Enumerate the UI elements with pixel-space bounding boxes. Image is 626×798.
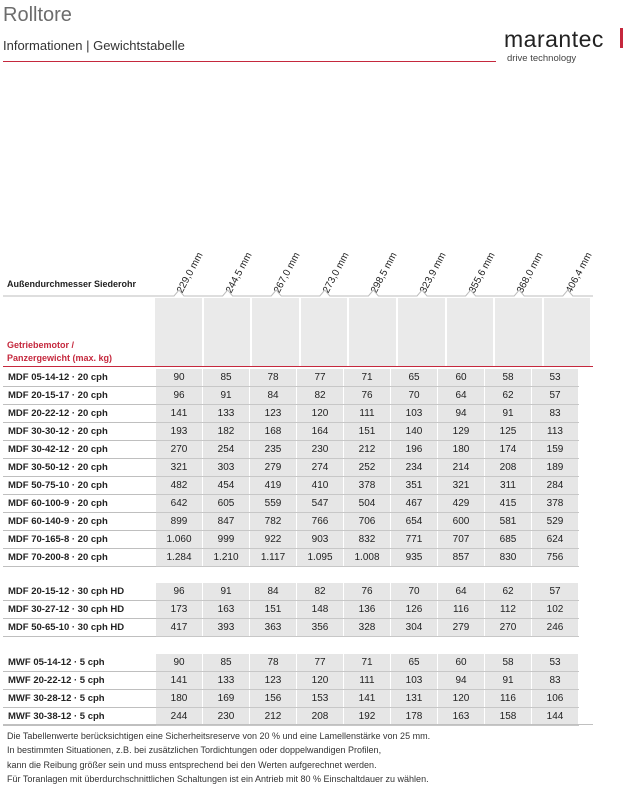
table-cell: 84 [250, 583, 297, 601]
table-row [4, 601, 579, 619]
page-subtitle: Informationen | Gewichtstabelle [3, 38, 185, 53]
column-band [495, 298, 542, 366]
section-divider [3, 366, 593, 367]
table-cell: 1.095 [297, 549, 344, 567]
table-row [4, 672, 579, 690]
table-cell: 454 [203, 477, 250, 495]
row-label: MDF 70-200-8 · 20 cph [4, 549, 156, 567]
table-cell: 168 [250, 423, 297, 441]
table-cell: 311 [485, 477, 532, 495]
table-cell: 321 [156, 459, 203, 477]
table-cell: 94 [438, 672, 485, 690]
table-cell: 180 [156, 690, 203, 708]
table-cell: 279 [250, 459, 297, 477]
row-header-label: Außendurchmesser Siederohr [7, 279, 137, 289]
table-cell: 120 [297, 405, 344, 423]
table-cell: 65 [391, 369, 438, 387]
table-cell: 234 [391, 459, 438, 477]
table-cell: 82 [297, 583, 344, 601]
column-band [155, 298, 202, 366]
table-cell: 78 [250, 369, 297, 387]
table-cell: 230 [297, 441, 344, 459]
column-header-label: 273,0 mm [320, 250, 352, 296]
row-label: MDF 30-30-12 · 20 cph [4, 423, 156, 441]
table-cell: 254 [203, 441, 250, 459]
table-cell: 756 [532, 549, 579, 567]
table-cell: 559 [250, 495, 297, 513]
table-cell: 252 [344, 459, 391, 477]
table-cell: 91 [203, 387, 250, 405]
table-cell: 123 [250, 405, 297, 423]
column-header-label: 355,6 mm [466, 250, 498, 296]
table-cell: 429 [438, 495, 485, 513]
table-cell: 85 [203, 369, 250, 387]
row-label: MDF 50-65-10 · 30 cph HD [4, 619, 156, 637]
table-cell: 624 [532, 531, 579, 549]
table-cell: 270 [485, 619, 532, 637]
table-cell: 91 [203, 583, 250, 601]
table-cell: 208 [297, 708, 344, 726]
table-cell: 321 [438, 477, 485, 495]
table-row [4, 441, 579, 459]
table-cell: 103 [391, 672, 438, 690]
table-cell: 106 [532, 690, 579, 708]
table-cell: 94 [438, 405, 485, 423]
table-cell: 193 [156, 423, 203, 441]
table-cell: 246 [532, 619, 579, 637]
row-label: MDF 70-165-8 · 20 cph [4, 531, 156, 549]
table-cell: 467 [391, 495, 438, 513]
table-cell: 1.008 [344, 549, 391, 567]
table-cell: 159 [532, 441, 579, 459]
column-band [301, 298, 348, 366]
table-cell: 148 [297, 601, 344, 619]
table-row [4, 369, 579, 387]
column-band [447, 298, 494, 366]
table-cell: 76 [344, 387, 391, 405]
table-cell: 393 [203, 619, 250, 637]
row-label: MDF 20-15-12 · 30 cph HD [4, 583, 156, 601]
table-cell: 151 [344, 423, 391, 441]
table-cell: 144 [532, 708, 579, 726]
row-label: MDF 30-27-12 · 30 cph HD [4, 601, 156, 619]
table-cell: 111 [344, 672, 391, 690]
table-cell: 189 [532, 459, 579, 477]
column-band [204, 298, 251, 366]
table-cell: 182 [203, 423, 250, 441]
table-cell: 178 [391, 708, 438, 726]
table-cell: 1.060 [156, 531, 203, 549]
section-label-line2: Panzergewicht (max. kg) [7, 353, 113, 363]
table-cell: 123 [250, 672, 297, 690]
table-cell: 706 [344, 513, 391, 531]
table-cell: 91 [485, 672, 532, 690]
table-cell: 605 [203, 495, 250, 513]
table-cell: 76 [344, 583, 391, 601]
table-cell: 71 [344, 369, 391, 387]
table-cell: 230 [203, 708, 250, 726]
row-label: MWF 05-14-12 · 5 cph [4, 654, 156, 672]
table-cell: 91 [485, 405, 532, 423]
table-cell: 141 [156, 405, 203, 423]
table-cell: 84 [250, 387, 297, 405]
table-cell: 60 [438, 369, 485, 387]
table-cell: 196 [391, 441, 438, 459]
row-label: MDF 20-22-12 · 20 cph [4, 405, 156, 423]
table-cell: 129 [438, 423, 485, 441]
table-cell: 71 [344, 654, 391, 672]
table-cell: 279 [438, 619, 485, 637]
table-row [4, 405, 579, 423]
brand-logo: marantec [504, 26, 604, 52]
table-row [4, 549, 579, 567]
table-cell: 77 [297, 369, 344, 387]
column-band [252, 298, 299, 366]
table-cell: 378 [344, 477, 391, 495]
brand-tagline: drive technology [507, 53, 577, 64]
table-cell: 899 [156, 513, 203, 531]
row-label: MWF 30-28-12 · 5 cph [4, 690, 156, 708]
table-cell: 58 [485, 654, 532, 672]
section-label-line1: Getriebemotor / [7, 340, 75, 350]
table-cell: 62 [485, 387, 532, 405]
table-cell: 857 [438, 549, 485, 567]
table-cell: 771 [391, 531, 438, 549]
table-cell: 935 [391, 549, 438, 567]
table-cell: 83 [532, 405, 579, 423]
table-cell: 116 [485, 690, 532, 708]
column-header-label: 267,0 mm [272, 250, 303, 296]
weight-table-group [3, 582, 579, 637]
table-cell: 90 [156, 369, 203, 387]
table-cell: 53 [532, 654, 579, 672]
table-cell: 830 [485, 549, 532, 567]
table-cell: 685 [485, 531, 532, 549]
table-row [4, 387, 579, 405]
table-cell: 111 [344, 405, 391, 423]
column-header-label: 244,5 mm [223, 250, 255, 296]
table-cell: 642 [156, 495, 203, 513]
table-cell: 1.210 [203, 549, 250, 567]
table-cell: 112 [485, 601, 532, 619]
table-cell: 180 [438, 441, 485, 459]
table-cell: 141 [156, 672, 203, 690]
column-header-label: 406,4 mm [563, 250, 595, 296]
footnote-line: Für Toranlagen mit überdurchschnittlichen Schaltungen ist ein Antrieb mit 80 % Einschaltdauer zu wählen. [7, 773, 429, 784]
row-label: MWF 30-38-12 · 5 cph [4, 708, 156, 726]
table-row [4, 459, 579, 477]
table-cell: 284 [532, 477, 579, 495]
table-cell: 174 [485, 441, 532, 459]
table-cell: 208 [485, 459, 532, 477]
table-cell: 303 [203, 459, 250, 477]
weight-table-group [3, 653, 579, 726]
table-cell: 547 [297, 495, 344, 513]
table-cell: 151 [250, 601, 297, 619]
table-cell: 156 [250, 690, 297, 708]
table-cell: 133 [203, 672, 250, 690]
table-cell: 581 [485, 513, 532, 531]
table-row [4, 495, 579, 513]
footnote-line: kann die Reibung größer sein und muss entsprechend bei den Werten aufgerechnet werden. [7, 759, 377, 770]
row-label: MDF 60-100-9 · 20 cph [4, 495, 156, 513]
table-cell: 96 [156, 583, 203, 601]
column-header-label: 298,5 mm [369, 250, 400, 296]
table-cell: 60 [438, 654, 485, 672]
row-label: MDF 60-140-9 · 20 cph [4, 513, 156, 531]
row-label: MDF 50-75-10 · 20 cph [4, 477, 156, 495]
table-row [4, 513, 579, 531]
table-cell: 83 [532, 672, 579, 690]
table-cell: 77 [297, 654, 344, 672]
table-row [4, 619, 579, 637]
column-header-label: 229,0 mm [175, 250, 206, 296]
column-header-label: 323,9 mm [418, 250, 449, 296]
column-band [349, 298, 396, 366]
column-band [544, 298, 591, 366]
row-label: MDF 05-14-12 · 20 cph [4, 369, 156, 387]
table-cell: 214 [438, 459, 485, 477]
weight-table-group [3, 368, 579, 567]
table-cell: 417 [156, 619, 203, 637]
table-row [4, 423, 579, 441]
column-band [398, 298, 445, 366]
table-cell: 158 [485, 708, 532, 726]
table-cell: 766 [297, 513, 344, 531]
table-row [4, 477, 579, 495]
table-cell: 847 [203, 513, 250, 531]
table-cell: 378 [532, 495, 579, 513]
table-cell: 82 [297, 387, 344, 405]
table-cell: 62 [485, 583, 532, 601]
table-cell: 707 [438, 531, 485, 549]
table-cell: 999 [203, 531, 250, 549]
table-cell: 212 [344, 441, 391, 459]
table-cell: 65 [391, 654, 438, 672]
section-label [7, 339, 112, 365]
table-cell: 120 [297, 672, 344, 690]
table-cell: 140 [391, 423, 438, 441]
table-cell: 529 [532, 513, 579, 531]
table-cell: 57 [532, 583, 579, 601]
table-cell: 70 [391, 583, 438, 601]
table-cell: 1.117 [250, 549, 297, 567]
table-row [4, 690, 579, 708]
table-row [4, 583, 579, 601]
table-cell: 419 [250, 477, 297, 495]
table-cell: 96 [156, 387, 203, 405]
table-cell: 356 [297, 619, 344, 637]
table-cell: 410 [297, 477, 344, 495]
table-cell: 235 [250, 441, 297, 459]
table-cell: 274 [297, 459, 344, 477]
table-cell: 363 [250, 619, 297, 637]
brand-mark-icon [620, 28, 623, 48]
row-label: MDF 20-15-17 · 20 cph [4, 387, 156, 405]
page-title: Rolltore [3, 4, 72, 26]
footnote-line: Die Tabellenwerte berücksichtigen eine Sicherheitsreserve von 20 % und eine Lamellenstärke von 25 mm. [7, 731, 431, 741]
table-cell: 163 [438, 708, 485, 726]
row-label: MDF 30-42-12 · 20 cph [4, 441, 156, 459]
table-cell: 270 [156, 441, 203, 459]
table-cell: 131 [391, 690, 438, 708]
table-cell: 832 [344, 531, 391, 549]
table-cell: 654 [391, 513, 438, 531]
table-cell: 102 [532, 601, 579, 619]
table-cell: 53 [532, 369, 579, 387]
header-divider [3, 61, 496, 62]
table-cell: 504 [344, 495, 391, 513]
table-cell: 163 [203, 601, 250, 619]
table-cell: 922 [250, 531, 297, 549]
table-cell: 126 [391, 601, 438, 619]
table-cell: 64 [438, 387, 485, 405]
table-cell: 903 [297, 531, 344, 549]
table-cell: 64 [438, 583, 485, 601]
table-row [4, 531, 579, 549]
table-cell: 57 [532, 387, 579, 405]
row-label: MDF 30-50-12 · 20 cph [4, 459, 156, 477]
table-cell: 482 [156, 477, 203, 495]
table-cell: 141 [344, 690, 391, 708]
table-cell: 113 [532, 423, 579, 441]
table-row [4, 654, 579, 672]
table-cell: 136 [344, 601, 391, 619]
table-cell: 304 [391, 619, 438, 637]
table-cell: 164 [297, 423, 344, 441]
table-cell: 169 [203, 690, 250, 708]
row-label: MWF 20-22-12 · 5 cph [4, 672, 156, 690]
table-cell: 173 [156, 601, 203, 619]
table-cell: 782 [250, 513, 297, 531]
footnote-line: In bestimmten Situationen, z.B. bei zusätzlichen Tordichtungen oder doppelwandigen Profilen, [7, 745, 382, 756]
table-cell: 78 [250, 654, 297, 672]
table-cell: 116 [438, 601, 485, 619]
column-header-label: 368,0 mm [515, 250, 546, 296]
table-cell: 1.284 [156, 549, 203, 567]
table-cell: 244 [156, 708, 203, 726]
table-cell: 58 [485, 369, 532, 387]
table-cell: 70 [391, 387, 438, 405]
table-cell: 103 [391, 405, 438, 423]
table-cell: 120 [438, 690, 485, 708]
table-cell: 133 [203, 405, 250, 423]
table-cell: 125 [485, 423, 532, 441]
footnotes [7, 729, 430, 786]
table-cell: 90 [156, 654, 203, 672]
table-cell: 192 [344, 708, 391, 726]
table-cell: 351 [391, 477, 438, 495]
table-cell: 600 [438, 513, 485, 531]
table-row [4, 708, 579, 726]
table-cell: 85 [203, 654, 250, 672]
table-cell: 328 [344, 619, 391, 637]
table-cell: 415 [485, 495, 532, 513]
table-cell: 153 [297, 690, 344, 708]
table-cell: 212 [250, 708, 297, 726]
